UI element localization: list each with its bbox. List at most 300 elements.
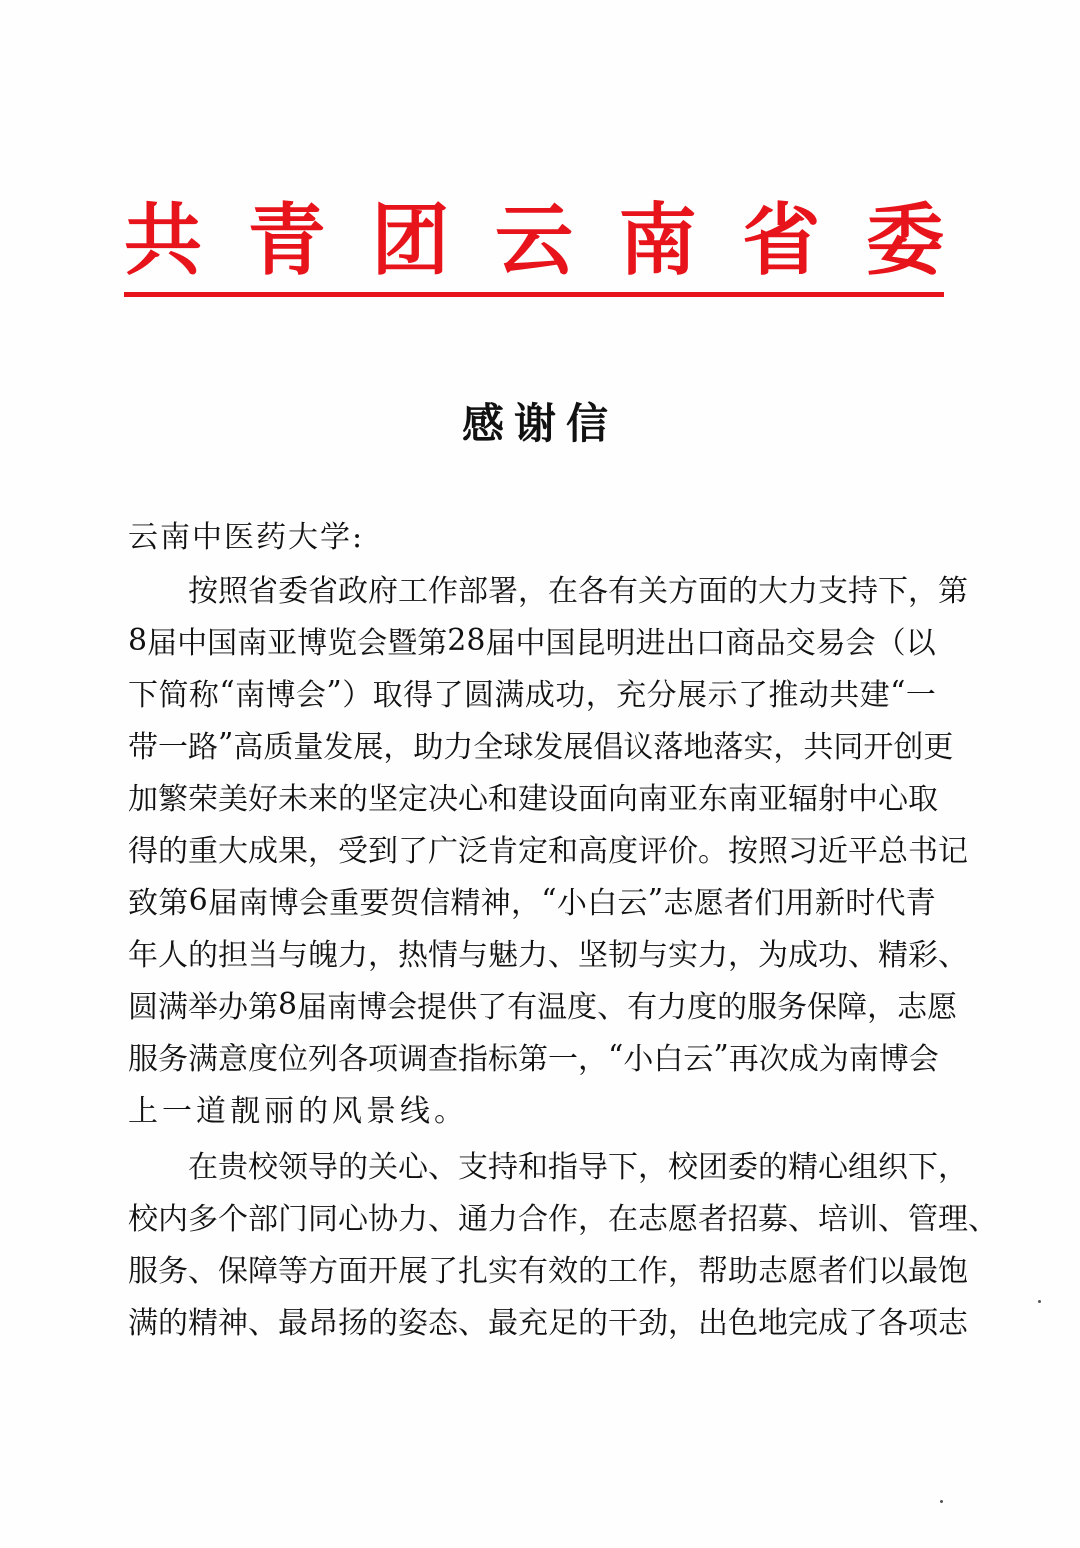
text-line: [128, 926, 968, 978]
glyph: 信: [420, 886, 451, 921]
glyph: 第: [518, 1042, 548, 1077]
glyph: ，: [578, 1042, 608, 1077]
glyph: 力: [488, 1202, 518, 1237]
glyph: 进: [635, 626, 666, 661]
glyph: 心: [398, 1150, 428, 1185]
glyph: 落: [653, 730, 684, 765]
glyph: 下: [128, 678, 158, 713]
glyph: 服: [128, 1254, 158, 1289]
glyph: 展: [563, 730, 594, 765]
glyph: 项: [368, 1042, 398, 1077]
text-line: [128, 770, 936, 822]
glyph: 按: [728, 834, 758, 869]
glyph: 博: [357, 990, 388, 1025]
glyph: 和: [488, 782, 518, 817]
glyph: 决: [428, 782, 458, 817]
glyph: 领: [278, 1150, 308, 1185]
glyph: 成: [788, 1042, 819, 1077]
text-line: [128, 874, 936, 926]
glyph: 精: [188, 1306, 218, 1341]
glyph: 在: [188, 1150, 218, 1185]
glyph: 重: [188, 834, 218, 869]
glyph: 作: [638, 1254, 668, 1289]
glyph: 心: [818, 1150, 848, 1185]
glyph: 建: [518, 782, 548, 817]
glyph: 的: [158, 1306, 188, 1341]
glyph: 和: [548, 834, 578, 869]
glyph: 展: [353, 730, 384, 765]
glyph: 门: [278, 1202, 308, 1237]
glyph: 与: [638, 938, 668, 973]
glyph: 心: [458, 782, 488, 817]
glyph: 、: [458, 1306, 488, 1341]
glyph: 完: [788, 1306, 818, 1341]
glyph: 会: [298, 886, 329, 921]
glyph: 韧: [608, 938, 638, 973]
glyph: 亚: [758, 782, 788, 817]
glyph: 姿: [398, 1306, 428, 1341]
glyph: 南: [327, 990, 358, 1025]
glyph: 总: [878, 834, 908, 869]
glyph: 、: [938, 938, 968, 973]
glyph: 了: [477, 990, 508, 1025]
glyph: 面: [338, 1254, 368, 1289]
glyph: 通: [458, 1202, 488, 1237]
glyph: 热: [398, 938, 428, 973]
glyph: 肯: [488, 834, 518, 869]
glyph: 务: [158, 1254, 188, 1289]
glyph: 满: [494, 678, 525, 713]
glyph: 圆: [128, 990, 158, 1025]
glyph: 届: [485, 626, 516, 661]
glyph: 志: [758, 1254, 788, 1289]
glyph: ，: [668, 1254, 698, 1289]
glyph: 支: [818, 574, 848, 609]
glyph: 神: [480, 886, 511, 921]
glyph: 易: [815, 626, 846, 661]
glyph: 云: [683, 1042, 714, 1077]
glyph: 部: [248, 1202, 278, 1237]
glyph: 持: [488, 1150, 518, 1185]
glyph: 得: [128, 834, 158, 869]
glyph: 一: [158, 730, 188, 765]
glyph: 精: [788, 1150, 818, 1185]
glyph: 小: [556, 886, 587, 921]
glyph: 校: [668, 1150, 698, 1185]
glyph: 服: [128, 1042, 158, 1077]
glyph: 出: [698, 1306, 728, 1341]
glyph: 向: [608, 782, 638, 817]
glyph: 南: [235, 678, 266, 713]
glyph: 力: [657, 990, 688, 1025]
letterhead-red-rule: [124, 292, 944, 297]
glyph: 大: [218, 834, 248, 869]
glyph: 价: [668, 834, 698, 869]
glyph: 足: [548, 1306, 578, 1341]
glyph: 射: [818, 782, 848, 817]
glyph: 了: [398, 834, 428, 869]
glyph: 的: [338, 1150, 368, 1185]
glyph: 广: [428, 834, 458, 869]
glyph: 的: [578, 1306, 608, 1341]
glyph: 共: [829, 678, 860, 713]
glyph: 方: [308, 1254, 338, 1289]
text-line: [128, 1242, 968, 1294]
glyph: 建: [859, 678, 890, 713]
glyph: 年: [128, 938, 158, 973]
glyph: 魅: [488, 938, 518, 973]
glyph: 有: [608, 574, 638, 609]
glyph: 中: [848, 782, 878, 817]
glyph: 最: [908, 1254, 938, 1289]
glyph: 调: [398, 1042, 428, 1077]
glyph: 博: [878, 1042, 909, 1077]
glyph: 、: [548, 938, 578, 973]
glyph: 国: [545, 626, 576, 661]
glyph: 指: [458, 1042, 488, 1077]
glyph: 展: [677, 678, 707, 713]
glyph: 一: [905, 678, 936, 713]
glyph: 人: [158, 938, 188, 973]
glyph: 担: [218, 938, 248, 973]
glyph: 保: [807, 990, 838, 1025]
glyph: ，: [518, 574, 548, 609]
glyph: 标: [488, 1042, 518, 1077]
glyph: ”: [326, 674, 342, 710]
glyph: 博: [265, 678, 296, 713]
glyph: 支: [458, 1150, 488, 1185]
glyph: 路: [188, 730, 218, 765]
glyph: 贵: [218, 1150, 248, 1185]
glyph: 查: [428, 1042, 458, 1077]
glyph: 力: [338, 938, 368, 973]
glyph: 重: [329, 886, 360, 921]
glyph: 昆: [575, 626, 606, 661]
glyph: 代: [875, 886, 906, 921]
glyph: 导: [308, 1150, 338, 1185]
glyph: 当: [248, 938, 278, 973]
glyph: ，: [638, 1150, 668, 1185]
glyph: 称: [188, 678, 219, 713]
text-line: [128, 822, 968, 874]
glyph: 以: [878, 1254, 908, 1289]
glyph: 与: [278, 938, 308, 973]
glyph: 开: [863, 730, 894, 765]
glyph: 展: [398, 1254, 428, 1289]
glyph: 满: [188, 1042, 218, 1077]
glyph: 书: [908, 834, 938, 869]
glyph: 设: [548, 782, 578, 817]
glyph: 会: [387, 990, 418, 1025]
glyph: 有: [518, 1254, 548, 1289]
letterhead-masthead: [124, 196, 944, 286]
glyph: 。: [434, 1094, 468, 1129]
glyph: 精: [878, 938, 908, 973]
glyph: 的: [188, 938, 218, 973]
glyph: 昂: [308, 1306, 338, 1341]
glyph: 务: [777, 990, 808, 1025]
glyph: 泛: [458, 834, 488, 869]
glyph: 和: [518, 1150, 548, 1185]
glyph: 次: [758, 1042, 789, 1077]
glyph: 会: [295, 678, 326, 713]
glyph: 景: [366, 1094, 400, 1129]
glyph: 神: [218, 1306, 248, 1341]
glyph: 地: [758, 1306, 788, 1341]
glyph: 明: [605, 626, 636, 661]
glyph: 魄: [308, 938, 338, 973]
glyph: 者: [818, 1254, 848, 1289]
glyph: 发: [533, 730, 564, 765]
letter-title: 感谢信: [461, 399, 618, 448]
text-line: [128, 1138, 968, 1190]
glyph: 导: [578, 1150, 608, 1185]
glyph: ”: [647, 882, 664, 918]
glyph: 面: [698, 574, 728, 609]
glyph: 饱: [938, 1254, 968, 1289]
glyph: 用: [784, 886, 815, 921]
glyph: 省: [308, 574, 338, 609]
glyph: 繁: [158, 782, 188, 817]
glyph: 与: [458, 938, 488, 973]
glyph: 力: [443, 730, 474, 765]
glyph: 发: [323, 730, 354, 765]
glyph: 习: [788, 834, 818, 869]
glyph: 有: [627, 990, 658, 1025]
glyph: 青: [905, 886, 936, 921]
glyph: 动: [798, 678, 829, 713]
glyph: 南: [638, 782, 668, 817]
glyph: ，: [383, 730, 414, 765]
glyph: 东: [698, 782, 728, 817]
glyph: 质: [263, 730, 294, 765]
glyph: 色: [728, 1306, 758, 1341]
glyph: 工: [398, 574, 428, 609]
glyph: 好: [248, 782, 278, 817]
text-line: [128, 1082, 936, 1134]
glyph: 坚: [578, 938, 608, 973]
glyph: 取: [908, 782, 938, 817]
masthead-char: 委: [865, 195, 944, 286]
glyph: 意: [218, 1042, 248, 1077]
glyph: 愿: [693, 886, 724, 921]
glyph: 志: [663, 886, 694, 921]
scan-speck: [1038, 1300, 1041, 1303]
glyph: 委: [278, 574, 308, 609]
glyph: 丽: [264, 1094, 298, 1129]
glyph: 白: [587, 886, 618, 921]
glyph: 下: [908, 1150, 938, 1185]
glyph: 更: [923, 730, 954, 765]
glyph: 扬: [338, 1306, 368, 1341]
glyph: 同: [308, 1202, 338, 1237]
glyph: 倡: [593, 730, 624, 765]
glyph: 落: [713, 730, 744, 765]
glyph: 志: [897, 990, 928, 1025]
glyph: 推: [768, 678, 799, 713]
glyph: 们: [848, 1254, 878, 1289]
glyph: 、: [428, 1202, 458, 1237]
glyph: 亚: [668, 782, 698, 817]
glyph: ，: [585, 678, 616, 713]
paragraph-2: [128, 1138, 998, 1346]
glyph: 列: [308, 1042, 338, 1077]
glyph: 交: [785, 626, 816, 661]
glyph: 理: [938, 1202, 968, 1237]
glyph: 愿: [668, 1202, 698, 1237]
glyph: 高: [578, 834, 608, 869]
glyph: 口: [695, 626, 726, 661]
glyph: 第: [248, 990, 278, 1025]
glyph: 度: [248, 1042, 278, 1077]
glyph: 的: [158, 834, 188, 869]
glyph: 美: [218, 782, 248, 817]
glyph: 指: [548, 1150, 578, 1185]
glyph: 内: [158, 1202, 188, 1237]
glyph: 织: [878, 1150, 908, 1185]
glyph: 亚: [267, 626, 298, 661]
glyph: 愿: [927, 990, 958, 1025]
scan-speck: [940, 1500, 943, 1503]
glyph: 志: [938, 1306, 968, 1341]
glyph: 来: [308, 782, 338, 817]
glyph: 项: [908, 1306, 938, 1341]
glyph: ，: [938, 1150, 968, 1185]
text-line: [128, 666, 936, 718]
glyph: 作: [428, 574, 458, 609]
glyph: 的: [578, 1254, 608, 1289]
glyph: 团: [698, 1150, 728, 1185]
glyph: 者: [698, 1202, 728, 1237]
text-line: [128, 978, 958, 1030]
glyph: “: [608, 1038, 624, 1074]
glyph: 地: [683, 730, 714, 765]
glyph: “: [219, 674, 235, 710]
glyph: 新: [814, 886, 845, 921]
glyph: 障: [837, 990, 868, 1025]
glyph: 招: [728, 1202, 758, 1237]
glyph: 。: [698, 834, 728, 869]
glyph: 再: [728, 1042, 759, 1077]
glyph: 的: [298, 1094, 332, 1129]
glyph: 、: [968, 1202, 998, 1237]
glyph: 创: [893, 730, 924, 765]
glyph: 方: [668, 574, 698, 609]
glyph: 了: [433, 678, 464, 713]
glyph: 各: [878, 1306, 908, 1341]
glyph: “: [541, 882, 557, 918]
masthead-char: 青: [247, 195, 326, 286]
glyph: 加: [128, 782, 158, 817]
glyph: 开: [368, 1254, 398, 1289]
glyph: 、: [188, 1254, 218, 1289]
glyph: 照: [218, 574, 248, 609]
glyph: 帮: [698, 1254, 728, 1289]
glyph: 共: [803, 730, 834, 765]
glyph: 、: [428, 1150, 458, 1185]
glyph: 云: [617, 886, 648, 921]
glyph: 风: [332, 1094, 366, 1129]
glyph: 最: [278, 1306, 308, 1341]
glyph: 评: [638, 834, 668, 869]
glyph: 实: [743, 730, 774, 765]
glyph: 、: [248, 1306, 278, 1341]
glyph: 南: [237, 626, 268, 661]
glyph: 带: [128, 730, 158, 765]
text-line: [128, 1030, 939, 1082]
glyph: 充: [616, 678, 647, 713]
glyph: 届: [207, 886, 238, 921]
letter-salutation: 云南中医药大学:: [128, 520, 365, 555]
glyph: 国: [207, 626, 238, 661]
glyph: 心: [878, 782, 908, 817]
glyph: 致: [128, 886, 158, 921]
glyph: 以: [905, 626, 936, 661]
glyph: 训: [848, 1202, 878, 1237]
glyph: 署: [488, 574, 518, 609]
glyph: 靓: [230, 1094, 264, 1129]
glyph: ”: [713, 1038, 729, 1074]
glyph: 届: [147, 626, 178, 661]
text-line: [128, 1294, 968, 1346]
glyph: 了: [737, 678, 768, 713]
glyph: 助: [728, 1254, 758, 1289]
glyph: 情: [428, 938, 458, 973]
glyph: 取: [372, 678, 403, 713]
glyph: 位: [278, 1042, 308, 1077]
glyph: 功: [555, 678, 586, 713]
glyph: 8: [128, 622, 148, 658]
text-line: [128, 614, 936, 666]
glyph: 南: [848, 1042, 879, 1077]
glyph: 障: [248, 1254, 278, 1289]
glyph: 商: [725, 626, 756, 661]
glyph: 果: [278, 834, 308, 869]
glyph: ”: [218, 726, 234, 762]
glyph: 第: [158, 886, 189, 921]
glyph: 定: [518, 834, 548, 869]
glyph: 同: [833, 730, 864, 765]
glyph: 者: [724, 886, 755, 921]
glyph: ，: [578, 1202, 608, 1237]
glyph: “: [890, 674, 906, 710]
glyph: 功: [818, 938, 848, 973]
glyph: 彩: [908, 938, 938, 973]
masthead-char: 共: [124, 195, 203, 286]
glyph: 劲: [638, 1306, 668, 1341]
glyph: 管: [908, 1202, 938, 1237]
glyph: 届: [297, 990, 328, 1025]
glyph: 量: [293, 730, 324, 765]
glyph: 一: [162, 1094, 196, 1129]
glyph: 白: [653, 1042, 684, 1077]
glyph: 持: [848, 574, 878, 609]
glyph: 工: [608, 1254, 638, 1289]
masthead-char: 省: [742, 195, 821, 286]
glyph: 度: [567, 990, 598, 1025]
masthead-char: 云: [494, 195, 573, 286]
paragraph-1: [128, 562, 968, 1134]
glyph: 简: [158, 678, 189, 713]
glyph: 服: [747, 990, 778, 1025]
glyph: 下: [608, 1150, 638, 1185]
glyph: 志: [638, 1202, 668, 1237]
glyph: 的: [717, 990, 748, 1025]
glyph: 博: [268, 886, 299, 921]
glyph: 南: [238, 886, 269, 921]
glyph: （: [875, 626, 906, 661]
glyph: 度: [608, 834, 638, 869]
